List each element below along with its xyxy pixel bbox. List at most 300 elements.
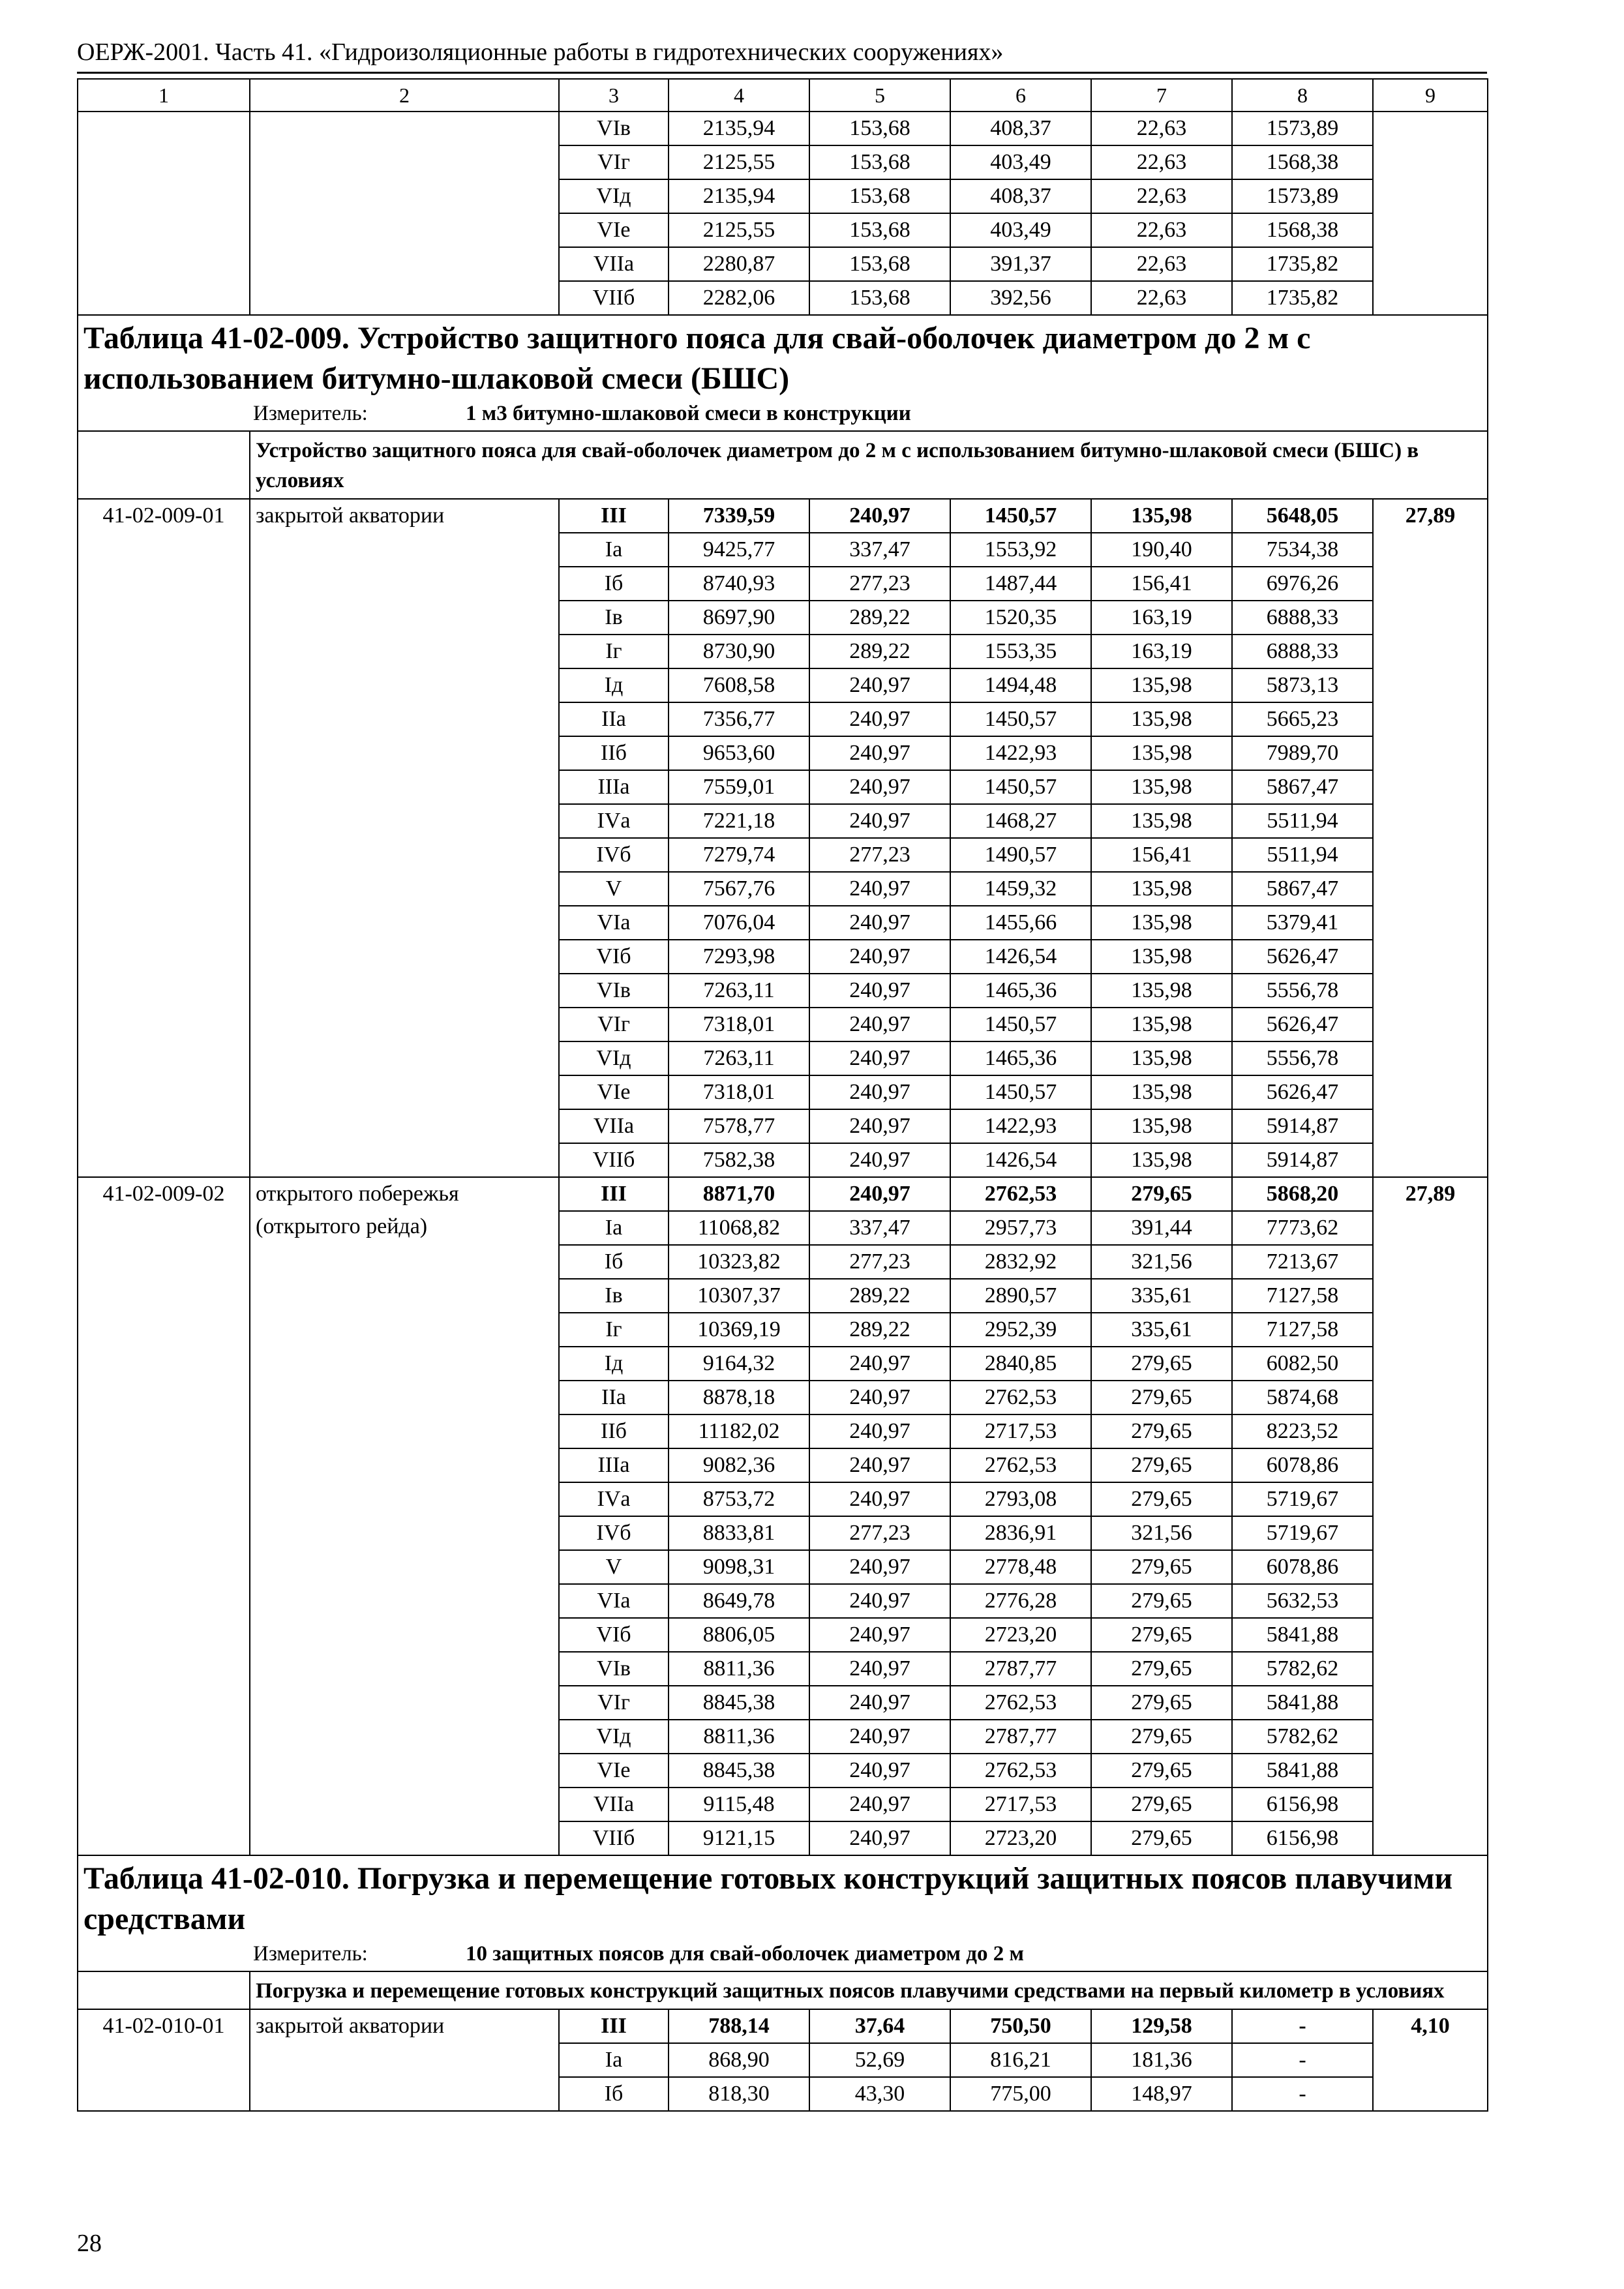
- value-cell: 7221,18: [669, 804, 809, 838]
- value-cell: 1426,54: [950, 940, 1091, 974]
- value-cell: 8740,93: [669, 567, 809, 601]
- value-cell: 129,58: [1091, 2009, 1232, 2043]
- value-cell: 8833,81: [669, 1516, 809, 1550]
- value-cell: 240,97: [809, 499, 950, 533]
- code-cell: [78, 1971, 250, 2009]
- value-cell: 22,63: [1091, 145, 1232, 179]
- value-cell: 279,65: [1091, 1550, 1232, 1584]
- labor-cost-cell: 4,10: [1373, 2009, 1488, 2111]
- zone-cell: V: [559, 872, 669, 906]
- value-cell: VIе: [559, 213, 669, 247]
- value-cell: 240,97: [809, 974, 950, 1008]
- measure-row: [78, 399, 1488, 431]
- value-cell: 7339,59: [669, 499, 809, 533]
- value-cell: 1450,57: [950, 499, 1091, 533]
- value-cell: 277,23: [809, 838, 950, 872]
- value-cell: 7076,04: [669, 906, 809, 940]
- value-cell: 1422,93: [950, 736, 1091, 770]
- zone-cell: VIIб: [559, 1821, 669, 1855]
- value-cell: 135,98: [1091, 940, 1232, 974]
- value-cell: 240,97: [809, 804, 950, 838]
- value-cell: -: [1232, 2043, 1373, 2077]
- value-cell: 240,97: [809, 1652, 950, 1686]
- value-cell: 5868,20: [1232, 1177, 1373, 1211]
- value-cell: 750,50: [950, 2009, 1091, 2043]
- value-cell: 7356,77: [669, 702, 809, 736]
- section-title-row: [78, 315, 1488, 399]
- value-cell: 240,97: [809, 1381, 950, 1414]
- table-row: [78, 1177, 1488, 1211]
- value-cell: 7989,70: [1232, 736, 1373, 770]
- value-cell: 1422,93: [950, 1109, 1091, 1143]
- value-cell: 1455,66: [950, 906, 1091, 940]
- value-cell: 8871,70: [669, 1177, 809, 1211]
- value-cell: 240,97: [809, 1584, 950, 1618]
- zone-cell: IIIа: [559, 1448, 669, 1482]
- measure-row: [78, 1939, 1488, 1971]
- value-cell: 816,21: [950, 2043, 1091, 2077]
- value-cell: 289,22: [809, 601, 950, 635]
- value-cell: 5782,62: [1232, 1652, 1373, 1686]
- value-cell: 5719,67: [1232, 1516, 1373, 1550]
- value-cell: 7213,67: [1232, 1245, 1373, 1279]
- value-cell: 37,64: [809, 2009, 950, 2043]
- zone-cell: VIд: [559, 1720, 669, 1754]
- value-cell: 22,63: [1091, 247, 1232, 281]
- value-cell: 321,56: [1091, 1245, 1232, 1279]
- value-cell: 135,98: [1091, 499, 1232, 533]
- value-cell: 7279,74: [669, 838, 809, 872]
- rates-table: [77, 78, 1488, 2112]
- measure-value: 10 защитных поясов для свай-оболочек диаметром до 2 м: [466, 1942, 1024, 1966]
- zone-cell: VIе: [559, 1075, 669, 1109]
- value-cell: 868,90: [669, 2043, 809, 2077]
- value-cell: 337,47: [809, 533, 950, 567]
- column-number: 5: [809, 79, 950, 112]
- column-number: 1: [78, 79, 250, 112]
- value-cell: 788,14: [669, 2009, 809, 2043]
- value-cell: 8811,36: [669, 1652, 809, 1686]
- value-cell: 153,68: [809, 281, 950, 315]
- value-cell: 135,98: [1091, 872, 1232, 906]
- value-cell: 1735,82: [1232, 247, 1373, 281]
- value-cell: 321,56: [1091, 1516, 1232, 1550]
- value-cell: 5626,47: [1232, 1075, 1373, 1109]
- value-cell: 5632,53: [1232, 1584, 1373, 1618]
- value-cell: 7127,58: [1232, 1279, 1373, 1313]
- value-cell: 240,97: [809, 770, 950, 804]
- zone-cell: VIб: [559, 1618, 669, 1652]
- value-cell: 1426,54: [950, 1143, 1091, 1177]
- value-cell: 2840,85: [950, 1347, 1091, 1381]
- value-cell: 279,65: [1091, 1482, 1232, 1516]
- column-number: 6: [950, 79, 1091, 112]
- column-number: 9: [1373, 79, 1488, 112]
- value-cell: -: [1232, 2009, 1373, 2043]
- value-cell: 5511,94: [1232, 838, 1373, 872]
- zone-cell: VIIа: [559, 1788, 669, 1821]
- value-cell: 163,19: [1091, 635, 1232, 668]
- value-cell: 153,68: [809, 247, 950, 281]
- table-title: Таблица 41-02-010. Погрузка и перемещение готовых конструкций защитных поясов плавучими средствами: [78, 1855, 1488, 1939]
- value-cell: 391,44: [1091, 1211, 1232, 1245]
- value-cell: 153,68: [809, 213, 950, 247]
- value-cell: 1450,57: [950, 1075, 1091, 1109]
- value-cell: 279,65: [1091, 1177, 1232, 1211]
- value-cell: 279,65: [1091, 1584, 1232, 1618]
- value-cell: 5782,62: [1232, 1720, 1373, 1754]
- value-cell: 2762,53: [950, 1686, 1091, 1720]
- value-cell: 279,65: [1091, 1652, 1232, 1686]
- value-cell: 2776,28: [950, 1584, 1091, 1618]
- value-cell: 6888,33: [1232, 601, 1373, 635]
- column-number: 7: [1091, 79, 1232, 112]
- value-cell: 2762,53: [950, 1381, 1091, 1414]
- value-cell: 1573,89: [1232, 179, 1373, 213]
- zone-cell: Iа: [559, 2043, 669, 2077]
- value-cell: 135,98: [1091, 1109, 1232, 1143]
- value-cell: 240,97: [809, 940, 950, 974]
- value-cell: 2787,77: [950, 1720, 1091, 1754]
- value-cell: 10369,19: [669, 1313, 809, 1347]
- value-cell: 240,97: [809, 1720, 950, 1754]
- value-cell: 181,36: [1091, 2043, 1232, 2077]
- value-cell: 1465,36: [950, 1041, 1091, 1075]
- value-cell: 5665,23: [1232, 702, 1373, 736]
- rate-description: открытого побережья (открытого рейда): [250, 1177, 559, 1855]
- measure-value: 1 м3 битумно-шлаковой смеси в конструкции: [466, 402, 911, 425]
- value-cell: 7263,11: [669, 1041, 809, 1075]
- value-cell: 2135,94: [669, 179, 809, 213]
- value-cell: 5841,88: [1232, 1754, 1373, 1788]
- value-cell: 240,97: [809, 1550, 950, 1584]
- value-cell: 6082,50: [1232, 1347, 1373, 1381]
- value-cell: 5867,47: [1232, 770, 1373, 804]
- zone-cell: VIг: [559, 1008, 669, 1041]
- value-cell: 135,98: [1091, 1075, 1232, 1109]
- value-cell: 135,98: [1091, 906, 1232, 940]
- value-cell: 1459,32: [950, 872, 1091, 906]
- value-cell: 5719,67: [1232, 1482, 1373, 1516]
- zone-cell: VIIб: [559, 1143, 669, 1177]
- value-cell: 289,22: [809, 1279, 950, 1313]
- value-cell: 240,97: [809, 668, 950, 702]
- value-cell: 135,98: [1091, 668, 1232, 702]
- value-cell: 9121,15: [669, 1821, 809, 1855]
- code-cell: [78, 431, 250, 499]
- header-rule: [77, 72, 1487, 74]
- zone-cell: VIб: [559, 940, 669, 974]
- value-cell: 1450,57: [950, 770, 1091, 804]
- value-cell: 279,65: [1091, 1686, 1232, 1720]
- zone-cell: III: [559, 1177, 669, 1211]
- value-cell: 279,65: [1091, 1821, 1232, 1855]
- value-cell: 135,98: [1091, 736, 1232, 770]
- value-cell: VIг: [559, 145, 669, 179]
- value-cell: 2125,55: [669, 213, 809, 247]
- value-cell: 240,97: [809, 1143, 950, 1177]
- value-cell: 403,49: [950, 145, 1091, 179]
- value-cell: 5914,87: [1232, 1143, 1373, 1177]
- value-cell: 7263,11: [669, 974, 809, 1008]
- value-cell: 8730,90: [669, 635, 809, 668]
- zone-cell: Iв: [559, 1279, 669, 1313]
- value-cell: 240,97: [809, 1347, 950, 1381]
- value-cell: 2836,91: [950, 1516, 1091, 1550]
- value-cell: 135,98: [1091, 1143, 1232, 1177]
- value-cell: 240,97: [809, 1177, 950, 1211]
- value-cell: 7318,01: [669, 1075, 809, 1109]
- value-cell: 1494,48: [950, 668, 1091, 702]
- table-row: [78, 112, 1488, 145]
- value-cell: 9425,77: [669, 533, 809, 567]
- labor-cost-cell: 27,89: [1373, 499, 1488, 1177]
- value-cell: 818,30: [669, 2077, 809, 2111]
- value-cell: 2717,53: [950, 1414, 1091, 1448]
- value-cell: 7608,58: [669, 668, 809, 702]
- value-cell: 11182,02: [669, 1414, 809, 1448]
- value-cell: 240,97: [809, 1754, 950, 1788]
- value-cell: 5867,47: [1232, 872, 1373, 906]
- value-cell: 9164,32: [669, 1347, 809, 1381]
- value-cell: 8806,05: [669, 1618, 809, 1652]
- zone-cell: Iб: [559, 2077, 669, 2111]
- rate-code: 41-02-010-01: [78, 2009, 250, 2111]
- value-cell: 22,63: [1091, 213, 1232, 247]
- page-header: ОЕРЖ-2001. Часть 41. «Гидроизоляционные работы в гидротехнических сооружениях»: [77, 38, 1004, 66]
- condition-text: Устройство защитного пояса для свай-оболочек диаметром до 2 м с использованием битумно-шлаковой смеси (БШС) в условиях: [250, 431, 1488, 499]
- value-cell: 1520,35: [950, 601, 1091, 635]
- value-cell: 22,63: [1091, 179, 1232, 213]
- zone-cell: VIIа: [559, 1109, 669, 1143]
- value-cell: 240,97: [809, 1686, 950, 1720]
- column9-cell: [1373, 112, 1488, 315]
- value-cell: VIIа: [559, 247, 669, 281]
- zone-cell: Iб: [559, 1245, 669, 1279]
- measure-label: Измеритель:: [253, 402, 368, 425]
- column-number-row: [78, 79, 1488, 112]
- rate-description: закрытой акватории: [250, 2009, 559, 2111]
- value-cell: 43,30: [809, 2077, 950, 2111]
- value-cell: 240,97: [809, 1075, 950, 1109]
- value-cell: 6156,98: [1232, 1821, 1373, 1855]
- value-cell: 1468,27: [950, 804, 1091, 838]
- zone-cell: VIг: [559, 1686, 669, 1720]
- value-cell: 240,97: [809, 1618, 950, 1652]
- value-cell: 7559,01: [669, 770, 809, 804]
- value-cell: 1573,89: [1232, 112, 1373, 145]
- value-cell: 52,69: [809, 2043, 950, 2077]
- value-cell: 2890,57: [950, 1279, 1091, 1313]
- value-cell: 2832,92: [950, 1245, 1091, 1279]
- value-cell: 1487,44: [950, 567, 1091, 601]
- value-cell: 240,97: [809, 906, 950, 940]
- value-cell: 289,22: [809, 1313, 950, 1347]
- labor-cost-cell: 27,89: [1373, 1177, 1488, 1855]
- value-cell: 7567,76: [669, 872, 809, 906]
- zone-cell: III: [559, 499, 669, 533]
- value-cell: 5914,87: [1232, 1109, 1373, 1143]
- value-cell: 277,23: [809, 1516, 950, 1550]
- value-cell: 240,97: [809, 702, 950, 736]
- zone-cell: Iг: [559, 635, 669, 668]
- page-number: 28: [77, 2230, 102, 2257]
- value-cell: 2717,53: [950, 1788, 1091, 1821]
- value-cell: 391,37: [950, 247, 1091, 281]
- column-number: 4: [669, 79, 809, 112]
- value-cell: 2778,48: [950, 1550, 1091, 1584]
- value-cell: 10307,37: [669, 1279, 809, 1313]
- value-cell: VIв: [559, 112, 669, 145]
- value-cell: 240,97: [809, 1008, 950, 1041]
- value-cell: 5873,13: [1232, 668, 1373, 702]
- zone-cell: VIа: [559, 1584, 669, 1618]
- value-cell: 7127,58: [1232, 1313, 1373, 1347]
- value-cell: 1490,57: [950, 838, 1091, 872]
- rate-description: закрытой акватории: [250, 499, 559, 1177]
- value-cell: 22,63: [1091, 281, 1232, 315]
- value-cell: 7534,38: [1232, 533, 1373, 567]
- value-cell: 6078,86: [1232, 1448, 1373, 1482]
- value-cell: 11068,82: [669, 1211, 809, 1245]
- value-cell: 289,22: [809, 635, 950, 668]
- value-cell: 153,68: [809, 145, 950, 179]
- table-row: [78, 499, 1488, 533]
- value-cell: 279,65: [1091, 1448, 1232, 1482]
- value-cell: 2793,08: [950, 1482, 1091, 1516]
- zone-cell: IVа: [559, 804, 669, 838]
- value-cell: 279,65: [1091, 1788, 1232, 1821]
- value-cell: 2957,73: [950, 1211, 1091, 1245]
- value-cell: 5556,78: [1232, 1041, 1373, 1075]
- value-cell: 8878,18: [669, 1381, 809, 1414]
- zone-cell: IVб: [559, 1516, 669, 1550]
- value-cell: 135,98: [1091, 770, 1232, 804]
- column-number: 3: [559, 79, 669, 112]
- condition-row: [78, 1971, 1488, 2009]
- value-cell: 163,19: [1091, 601, 1232, 635]
- zone-cell: V: [559, 1550, 669, 1584]
- value-cell: 9653,60: [669, 736, 809, 770]
- value-cell: 1450,57: [950, 702, 1091, 736]
- code-cell: [78, 112, 250, 315]
- measure-label: Измеритель:: [253, 1942, 368, 1966]
- column-number: 8: [1232, 79, 1373, 112]
- value-cell: 10323,82: [669, 1245, 809, 1279]
- value-cell: 7773,62: [1232, 1211, 1373, 1245]
- value-cell: 8845,38: [669, 1686, 809, 1720]
- value-cell: 335,61: [1091, 1279, 1232, 1313]
- rate-code: 41-02-009-01: [78, 499, 250, 1177]
- value-cell: 8811,36: [669, 1720, 809, 1754]
- value-cell: 2723,20: [950, 1821, 1091, 1855]
- measure-cell: [78, 399, 1488, 431]
- value-cell: 8649,78: [669, 1584, 809, 1618]
- value-cell: 1450,57: [950, 1008, 1091, 1041]
- value-cell: 1735,82: [1232, 281, 1373, 315]
- value-cell: 240,97: [809, 736, 950, 770]
- value-cell: 8845,38: [669, 1754, 809, 1788]
- value-cell: 22,63: [1091, 112, 1232, 145]
- value-cell: 5556,78: [1232, 974, 1373, 1008]
- value-cell: 279,65: [1091, 1754, 1232, 1788]
- value-cell: 5379,41: [1232, 906, 1373, 940]
- zone-cell: IIIа: [559, 770, 669, 804]
- value-cell: 392,56: [950, 281, 1091, 315]
- value-cell: 9115,48: [669, 1788, 809, 1821]
- value-cell: 7293,98: [669, 940, 809, 974]
- value-cell: 1568,38: [1232, 213, 1373, 247]
- value-cell: 135,98: [1091, 974, 1232, 1008]
- zone-cell: IIа: [559, 1381, 669, 1414]
- condition-row: [78, 431, 1488, 499]
- zone-cell: Iа: [559, 1211, 669, 1245]
- value-cell: 153,68: [809, 179, 950, 213]
- value-cell: 408,37: [950, 179, 1091, 213]
- zone-cell: IVа: [559, 1482, 669, 1516]
- table-title: Таблица 41-02-009. Устройство защитного пояса для свай-оболочек диаметром до 2 м с использованием битумно-шлаковой смеси (БШС): [78, 315, 1488, 399]
- value-cell: 240,97: [809, 872, 950, 906]
- value-cell: 279,65: [1091, 1720, 1232, 1754]
- section-title-row: [78, 1855, 1488, 1939]
- value-cell: 2135,94: [669, 112, 809, 145]
- description-cell: [250, 112, 559, 315]
- value-cell: 403,49: [950, 213, 1091, 247]
- value-cell: 135,98: [1091, 702, 1232, 736]
- value-cell: 156,41: [1091, 567, 1232, 601]
- value-cell: 5841,88: [1232, 1686, 1373, 1720]
- zone-cell: IIб: [559, 1414, 669, 1448]
- value-cell: 5626,47: [1232, 940, 1373, 974]
- table-body: [78, 79, 1488, 2111]
- value-cell: 6888,33: [1232, 635, 1373, 668]
- value-cell: 8697,90: [669, 601, 809, 635]
- value-cell: VIIб: [559, 281, 669, 315]
- value-cell: 7318,01: [669, 1008, 809, 1041]
- value-cell: 135,98: [1091, 1008, 1232, 1041]
- value-cell: 8223,52: [1232, 1414, 1373, 1448]
- value-cell: 2125,55: [669, 145, 809, 179]
- zone-cell: III: [559, 2009, 669, 2043]
- zone-cell: Iд: [559, 1347, 669, 1381]
- value-cell: 240,97: [809, 1448, 950, 1482]
- value-cell: 279,65: [1091, 1618, 1232, 1652]
- condition-text: Погрузка и перемещение готовых конструкций защитных поясов плавучими средствами на первый километр в условиях: [250, 1971, 1488, 2009]
- value-cell: 5648,05: [1232, 499, 1373, 533]
- value-cell: 135,98: [1091, 1041, 1232, 1075]
- value-cell: 335,61: [1091, 1313, 1232, 1347]
- zone-cell: IIб: [559, 736, 669, 770]
- table-row: [78, 2009, 1488, 2043]
- value-cell: 240,97: [809, 1414, 950, 1448]
- measure-cell: [78, 1939, 1488, 1971]
- value-cell: 6156,98: [1232, 1788, 1373, 1821]
- value-cell: 7582,38: [669, 1143, 809, 1177]
- value-cell: 6976,26: [1232, 567, 1373, 601]
- zone-cell: VIд: [559, 1041, 669, 1075]
- value-cell: 2762,53: [950, 1448, 1091, 1482]
- value-cell: 240,97: [809, 1788, 950, 1821]
- zone-cell: VIв: [559, 974, 669, 1008]
- value-cell: 9082,36: [669, 1448, 809, 1482]
- value-cell: 277,23: [809, 1245, 950, 1279]
- value-cell: 1553,92: [950, 533, 1091, 567]
- value-cell: 279,65: [1091, 1347, 1232, 1381]
- zone-cell: Iг: [559, 1313, 669, 1347]
- zone-cell: VIа: [559, 906, 669, 940]
- zone-cell: VIв: [559, 1652, 669, 1686]
- zone-cell: IVб: [559, 838, 669, 872]
